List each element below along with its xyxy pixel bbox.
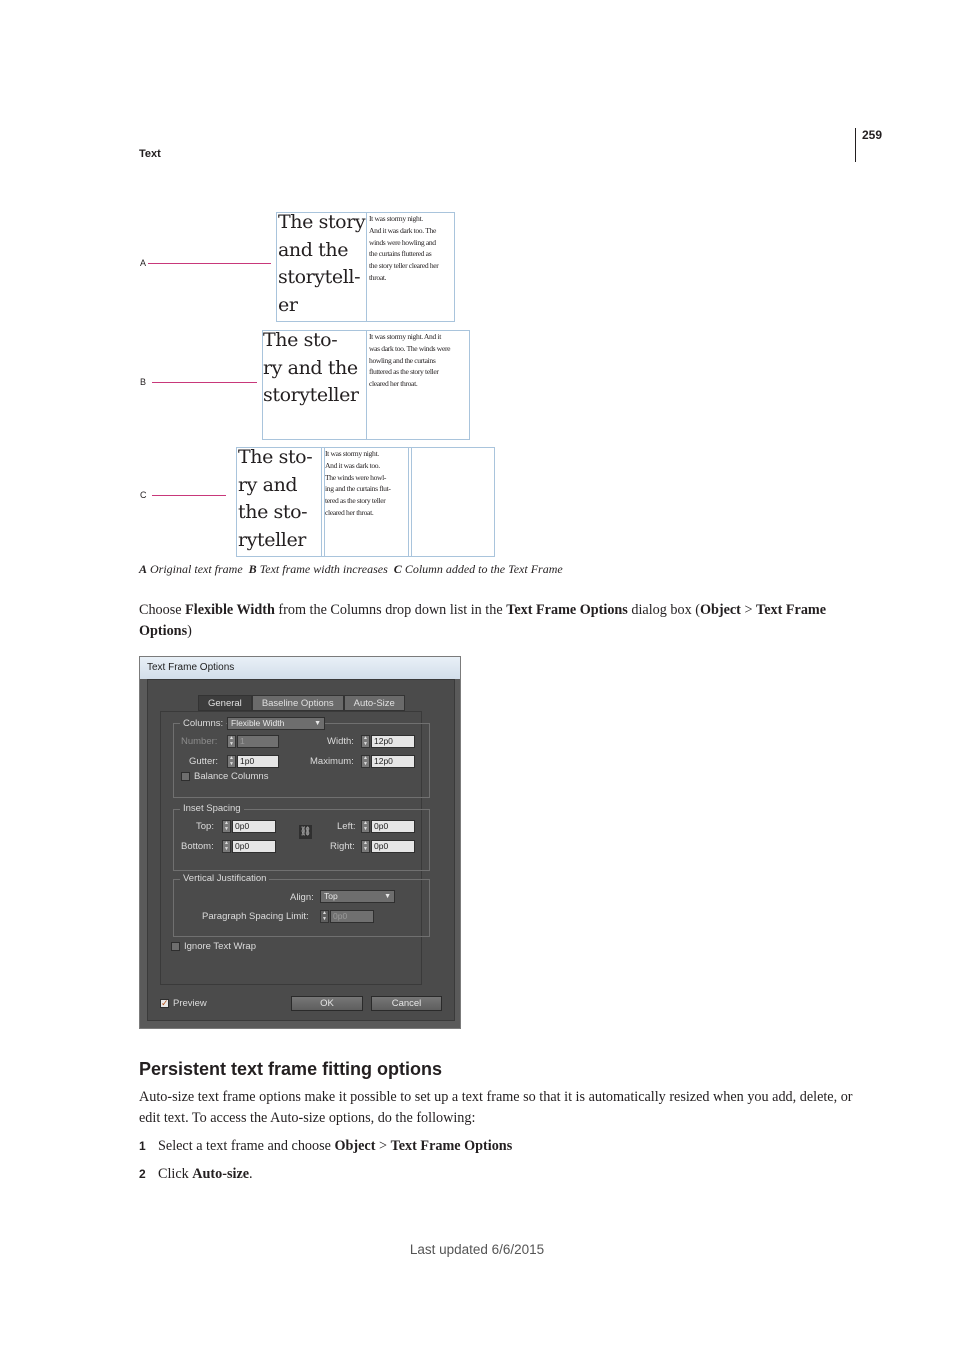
- section-title: Text: [139, 148, 161, 160]
- frame-a-body: It was stormy night. And it was dark too. The winds were howling and the curtains fluttered as the story teller cleared her throat.: [369, 214, 439, 282]
- column-guide: [321, 448, 322, 557]
- ok-button[interactable]: OK: [291, 996, 363, 1011]
- left-field[interactable]: 0p0: [371, 820, 415, 833]
- cancel-button[interactable]: Cancel: [371, 996, 442, 1011]
- maximum-field[interactable]: 12p0: [371, 755, 415, 768]
- dialog-title-bar: [140, 657, 460, 679]
- vertical-justification-group: [173, 879, 430, 937]
- callout-c: C: [140, 490, 147, 500]
- top-field[interactable]: 0p0: [232, 820, 276, 833]
- caption-letter-a: A: [139, 562, 148, 576]
- right-label: Right:: [330, 841, 355, 852]
- inset-spacing-title: Inset Spacing: [180, 803, 244, 814]
- figure-caption: [139, 562, 563, 577]
- step-2: 2 Click Auto-size.: [139, 1166, 253, 1182]
- bottom-field[interactable]: 0p0: [232, 840, 276, 853]
- callout-a: A: [140, 258, 147, 268]
- dialog-tabs: [198, 695, 405, 711]
- top-spinner[interactable]: ▲ ▼: [222, 820, 231, 833]
- section-heading: Persistent text frame fitting options: [139, 1059, 443, 1079]
- frame-b-heading: The sto- ry and the storyteller: [263, 330, 359, 406]
- align-dropdown[interactable]: Top ▼: [320, 890, 395, 903]
- section-body: Auto-size text frame options make it possible to set up a text frame so that it is automatically resized when you add, delete, or edit text. To access the Auto-size options, do the following:: [139, 1089, 853, 1126]
- frame-a-heading: The story and the storytell- er: [278, 212, 366, 316]
- columns-dropdown[interactable]: Flexible Width ▼: [227, 717, 325, 730]
- text-frame-a: [276, 212, 455, 322]
- column-guide: [408, 448, 409, 557]
- text-frame-options-dialog: [139, 656, 461, 1029]
- preview-label: Preview: [173, 998, 207, 1009]
- caption-letter-b: B: [248, 562, 257, 576]
- psl-spinner: ▲ ▼: [320, 910, 329, 923]
- width-spinner[interactable]: ▲ ▼: [361, 735, 370, 748]
- maximum-label: Maximum:: [310, 756, 354, 767]
- chevron-down-icon: ▼: [384, 893, 391, 900]
- dialog-title: Text Frame Options: [147, 662, 235, 673]
- ignore-text-wrap-checkbox[interactable]: [171, 942, 180, 951]
- page-number: 259: [862, 128, 883, 142]
- tab-baseline-options[interactable]: Baseline Options: [252, 695, 344, 711]
- frame-c-heading: The sto- ry and the sto- ryteller: [238, 447, 313, 551]
- gutter-field[interactable]: 1p0: [237, 755, 279, 768]
- right-spinner[interactable]: ▲ ▼: [361, 840, 370, 853]
- bottom-label: Bottom:: [181, 841, 214, 852]
- left-spinner[interactable]: ▲ ▼: [361, 820, 370, 833]
- column-guide: [411, 448, 412, 557]
- caption-text-a: Original text frame: [150, 562, 243, 576]
- number-label: Number:: [181, 736, 218, 747]
- tab-general[interactable]: General: [198, 695, 252, 711]
- frame-b-body: It was stormy night. And it was dark too. The winds were howling and the curtains fluttered as the story teller cleared her throat.: [369, 332, 451, 389]
- step-1: 1 Select a text frame and choose Object > Text Frame Options: [139, 1138, 513, 1154]
- bottom-spinner[interactable]: ▲ ▼: [222, 840, 231, 853]
- frame-c-body: It was stormy night. And it was dark too. The winds were howl- ing and the curtains flut- tered as the story teller cleared her throat.: [325, 449, 391, 517]
- gutter-label: Gutter:: [189, 756, 219, 767]
- callout-b-line: [152, 382, 257, 383]
- number-field[interactable]: 1: [237, 735, 279, 748]
- columns-label: Columns:: [180, 718, 226, 729]
- callout-c-line: [152, 495, 226, 496]
- gutter-spinner[interactable]: ▲ ▼: [227, 755, 236, 768]
- callout-a-line: [148, 263, 271, 264]
- balance-columns-label: Balance Columns: [194, 771, 269, 782]
- dialog-body: [147, 679, 455, 1021]
- chevron-down-icon: ▼: [314, 720, 321, 727]
- text-frame-c: [236, 447, 495, 557]
- paragraph-spacing-limit-field[interactable]: 0p0: [330, 910, 374, 923]
- callout-b: B: [140, 377, 147, 387]
- caption-text-c: Column added to the Text Frame: [404, 562, 563, 576]
- intro-paragraph: Choose Flexible Width from the Columns drop down list in the Text Frame Options dialog box (Object > Text Frame Options): [139, 602, 827, 639]
- align-label: Align:: [290, 892, 314, 903]
- top-label: Top:: [196, 821, 214, 832]
- footer-updated: Last updated 6/6/2015: [409, 1242, 545, 1257]
- right-field[interactable]: 0p0: [371, 840, 415, 853]
- width-field[interactable]: 12p0: [371, 735, 415, 748]
- general-panel: [160, 711, 422, 985]
- caption-letter-c: C: [393, 562, 402, 576]
- left-label: Left:: [337, 821, 356, 832]
- balance-columns-checkbox[interactable]: [181, 772, 190, 781]
- width-label: Width:: [327, 736, 354, 747]
- column-guide: [366, 213, 367, 322]
- preview-checkbox[interactable]: ✓: [161, 998, 169, 1008]
- link-icon[interactable]: ⛓: [299, 827, 312, 837]
- header-rule: [855, 128, 856, 162]
- maximum-spinner[interactable]: ▲ ▼: [361, 755, 370, 768]
- paragraph-spacing-limit-label: Paragraph Spacing Limit:: [202, 911, 309, 922]
- tab-auto-size[interactable]: Auto-Size: [344, 695, 405, 711]
- number-spinner: ▲ ▼: [227, 735, 236, 748]
- text-frame-b: [262, 330, 470, 440]
- ignore-text-wrap-label: Ignore Text Wrap: [184, 941, 256, 952]
- column-guide: [366, 331, 367, 440]
- caption-text-b: Text frame width increases: [259, 562, 388, 576]
- vertical-justification-title: Vertical Justification: [180, 873, 269, 884]
